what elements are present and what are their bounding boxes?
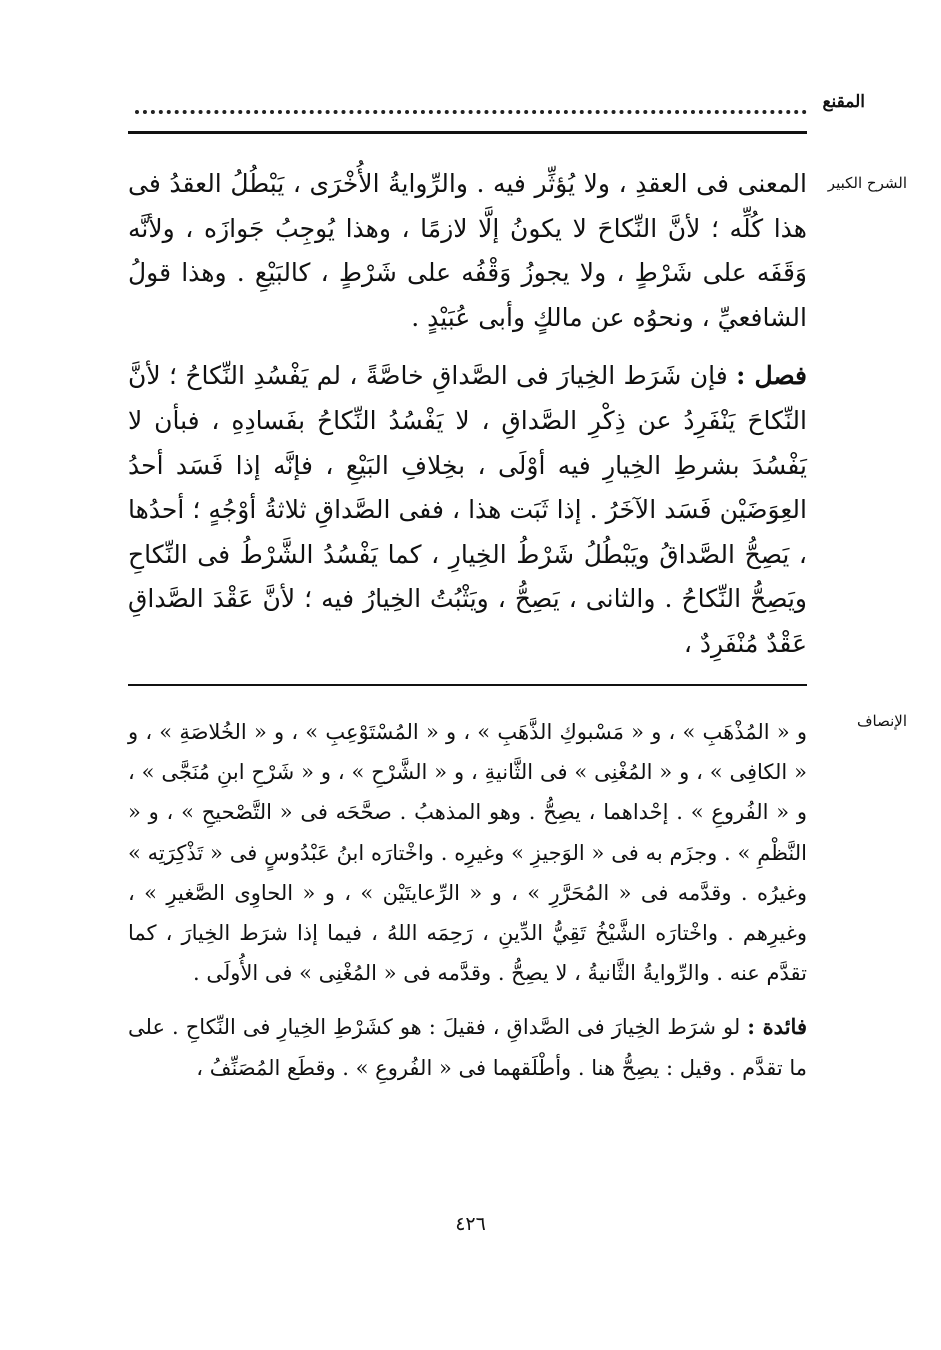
main-paragraph-2 xyxy=(128,354,807,666)
insaf-paragraph-2 xyxy=(128,1007,807,1087)
fasl-heading: فصل : xyxy=(736,361,808,391)
section-label-sharh-kabir: الشرح الكبير xyxy=(827,174,907,192)
main-paragraph-1: المعنى فى العقدِ ، ولا يُؤثِّر فيه . والرِّوايةُ الأُخْرَى ، يَبْطُلُ العقدُ فى هذا كُلِّه ؛ لأنَّ النِّكاحَ لا يكونُ إلَّا لازمًا ، وهذا يُوجِبُ جَوازَه ، ولأنَّه وَقَفَه على شَرْطٍ ، ولا يجوزُ وَقْفُه على شَرْطٍ ، كالبَيْعِ . وهذا قولُ الشافعيِّ ، ونحوُه عن مالكٍ وأبى عُبَيْدٍ . xyxy=(128,169,807,332)
main-paragraph-2-text: فإن شَرَط الخِيارَ فى الصَّداقِ خاصَّةً ، لم يَفْسُدِ النِّكاحُ ؛ لأنَّ النِّكاحَ يَنْفَرِدُ عن ذِكْرِ الصَّداقِ ، لا يَفْسُدُ النِّكاحُ بفَسادِهِ ، فبأن لا يَفْسُدَ بشرطِ الخِيارِ فيه أوْلَى ، بخِلافِ البَيْعِ ، فإنَّه إذا فَسَد أحدُ العِوَضَيْن فَسَد الآخَرُ . إذا ثَبَت هذا ، ففى الصَّداقِ ثلاثةُ أوْجُهٍ ؛ أحدُها ، يَصِحُّ الصَّداقُ ويَبْطُلُ شَرْطُ الخِيارِ ، كما يَفْسُدُ الشَّرْطُ فى النِّكاحِ ويَصِحُّ النِّكاحُ . والثانى ، يَصِحُّ ، ويَثْبُتُ الخِيارُ فيه ؛ لأنَّ عَقْدَ الصَّداقِ عَقْدٌ مُنْفَرِدٌ ، xyxy=(128,361,807,658)
page-number: ٤٢٦ xyxy=(455,1213,486,1235)
header-dotted-line xyxy=(135,96,807,114)
main-text-block xyxy=(128,162,807,667)
insaf-paragraph-2-text: لو شرَط الخِيارَ فى الصَّداقِ ، فقيلَ : هو كشَرْطِ الخِيارِ فى النِّكاحِ . على ما تقدَّم . وقيل : يصِحُّ هنا . وأطْلَقهما فى « الفُروعِ » . وقطَع المُصَنِّفُ ، xyxy=(128,1015,807,1080)
header-rule xyxy=(128,131,807,134)
book-title: المقنع xyxy=(822,92,865,112)
insaf-text-block xyxy=(128,712,807,1088)
section-divider xyxy=(128,684,807,686)
faida-heading: فائدة : xyxy=(747,1014,807,1040)
insaf-paragraph-1: و « المُذْهَبِ » ، و « مَسْبوكِ الذَّهَبِ » ، و « المُسْتَوْعِبِ » ، و « الخُلاصَةِ » ، و « الكافِى » ، و « المُغْنِى » فى الثَّانيةِ ، و « الشَّرْحِ » ، و « شَرْحِ ابنِ مُنَجَّى » ، و « الفُروعِ » . إحْداهما ، يصِحُّ . وهو المذهبُ . صحَّحَه فى « التَّصْحيحِ » ، و « النَّظْمِ » . وجزَم به فى « الوَجيزِ » وغيرِه . واخْتارَه ابنُ عَبْدُوسٍ فى « تَذْكِرَتِه » وغيرُه . وقدَّمه فى « المُحَرَّرِ » ، و « الرِّعايتَيْن » ، و « الحاوِى الصَّغيرِ » ، وغيرِهم . واخْتارَه الشَّيْخُ تَقِيُّ الدِّينِ ، رَحِمَه اللهُ ، فيما إذا شرَط الخِيارَ ، كما تقدَّم عنه . والرِّوايةُ الثَّانيةُ ، لا يصِحُّ . وقدَّمه فى « المُغْنِى » فى الأُولَى . xyxy=(128,720,807,986)
section-label-insaf: الإنصاف xyxy=(856,712,907,730)
